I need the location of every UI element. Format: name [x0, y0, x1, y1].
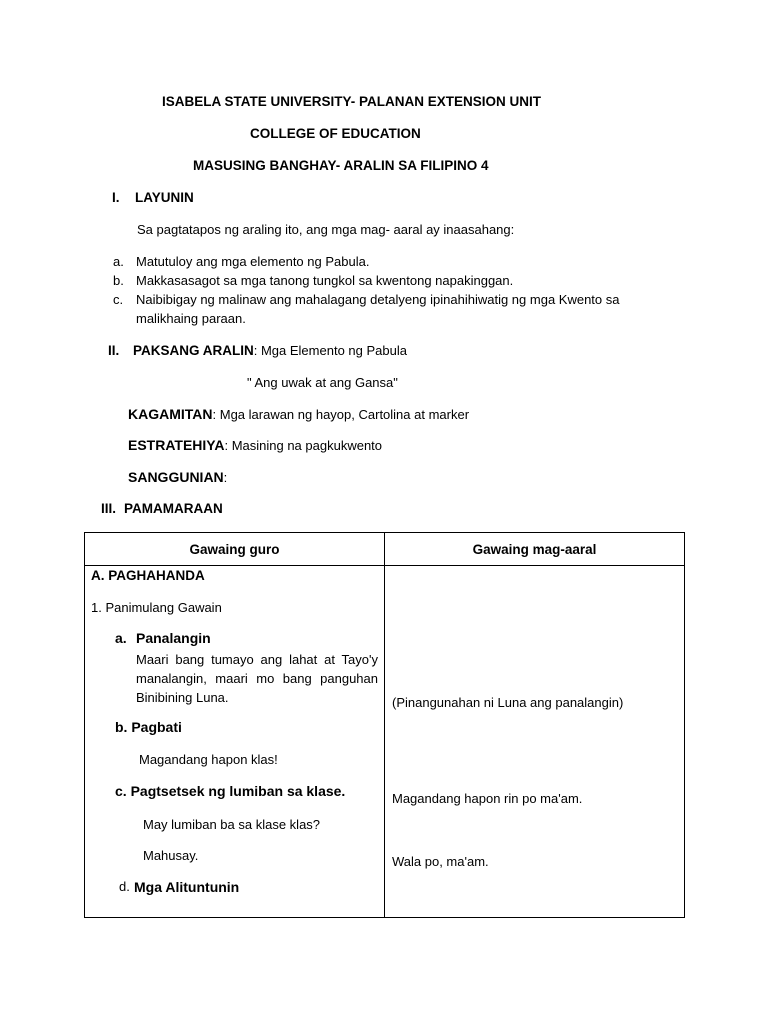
column-header-guro: Gawaing guro [85, 533, 385, 566]
objective-item-continuation: malikhaing paraan. [136, 311, 246, 326]
objective-marker: a. [113, 254, 124, 269]
panimulang-gawain: 1. Panimulang Gawain [91, 600, 222, 615]
kagamitan-value: : Mga larawan ng hayop, Cartolina at marker [212, 407, 470, 422]
mag-aaral-cell [385, 566, 685, 918]
pagbati-text: Magandang hapon klas! [139, 752, 278, 767]
sanggunian-line [128, 469, 227, 485]
lesson-table [84, 532, 685, 918]
objective-item: Naibibigay ng malinaw ang mahalagang detalyeng ipinahihiwatig ng mga Kwento sa [136, 292, 620, 307]
section-number-pamamaraan: III. [101, 501, 117, 516]
pagbati-label: b. Pagbati [115, 719, 182, 735]
section-heading-paksa: PAKSANG ARALIN [133, 343, 254, 358]
panalangin-marker: a. [115, 630, 127, 646]
section-number-layunin: I. [112, 190, 120, 205]
column-header-mag-aaral: Gawaing mag-aaral [385, 533, 685, 566]
response-lumiban: Wala po, ma'am. [392, 854, 489, 869]
panalangin-text: Maari bang tumayo ang lahat at Tayo'y manalangin, maari mo bang panguhan Binibining Luna. [136, 652, 378, 705]
section-heading-pamamaraan: PAMAMARAAN [124, 501, 223, 516]
table-row [85, 566, 685, 918]
document-title: MASUSING BANGHAY- ARALIN SA FILIPINO 4 [193, 158, 489, 173]
paksa-value: : Mga Elemento ng Pabula [253, 343, 407, 358]
pagtsetsek-question: May lumiban ba sa klase klas? [143, 817, 321, 832]
layunin-intro: Sa pagtatapos ng araling ito, ang mga mag- aaral ay inaasahang: [137, 222, 515, 237]
kagamitan-line [128, 406, 469, 422]
response-pagbati: Magandang hapon rin po ma'am. [392, 791, 583, 806]
alituntunin-marker: d. [119, 879, 130, 894]
objective-item: Makkasasagot sa mga tanong tungkol sa kwentong napakinggan. [136, 273, 514, 288]
response-panalangin: (Pinangunahan ni Luna ang panalangin) [392, 695, 624, 710]
kagamitan-label: KAGAMITAN [128, 406, 213, 422]
estratehiya-line [128, 437, 382, 453]
estratehiya-label: ESTRATEHIYA [128, 437, 225, 453]
panalangin-label: Panalangin [136, 630, 211, 646]
objective-item: Matutuloy ang mga elemento ng Pabula. [136, 254, 370, 269]
sanggunian-value: : [223, 470, 228, 485]
pagtsetsek-response: Mahusay. [143, 848, 199, 863]
college-name: COLLEGE OF EDUCATION [250, 126, 421, 141]
story-title: " Ang uwak at ang Gansa" [247, 375, 398, 390]
objective-marker: b. [113, 273, 124, 288]
university-name: ISABELA STATE UNIVERSITY- PALANAN EXTENSION UNIT [162, 94, 542, 109]
objective-marker: c. [113, 292, 124, 307]
section-number-paksa: II. [108, 343, 120, 358]
sanggunian-label: SANGGUNIAN [128, 469, 224, 485]
guro-cell [85, 566, 385, 918]
alituntunin-label: Mga Alituntunin [134, 879, 240, 895]
paghahanda-heading: A. PAGHAHANDA [91, 568, 205, 583]
paksa-line [133, 343, 407, 358]
table-header-row [85, 533, 685, 566]
pagtsetsek-label: c. Pagtsetsek ng lumiban sa klase. [115, 783, 346, 799]
section-heading-layunin: LAYUNIN [135, 190, 194, 205]
estratehiya-value: : Masining na pagkukwento [224, 438, 383, 453]
